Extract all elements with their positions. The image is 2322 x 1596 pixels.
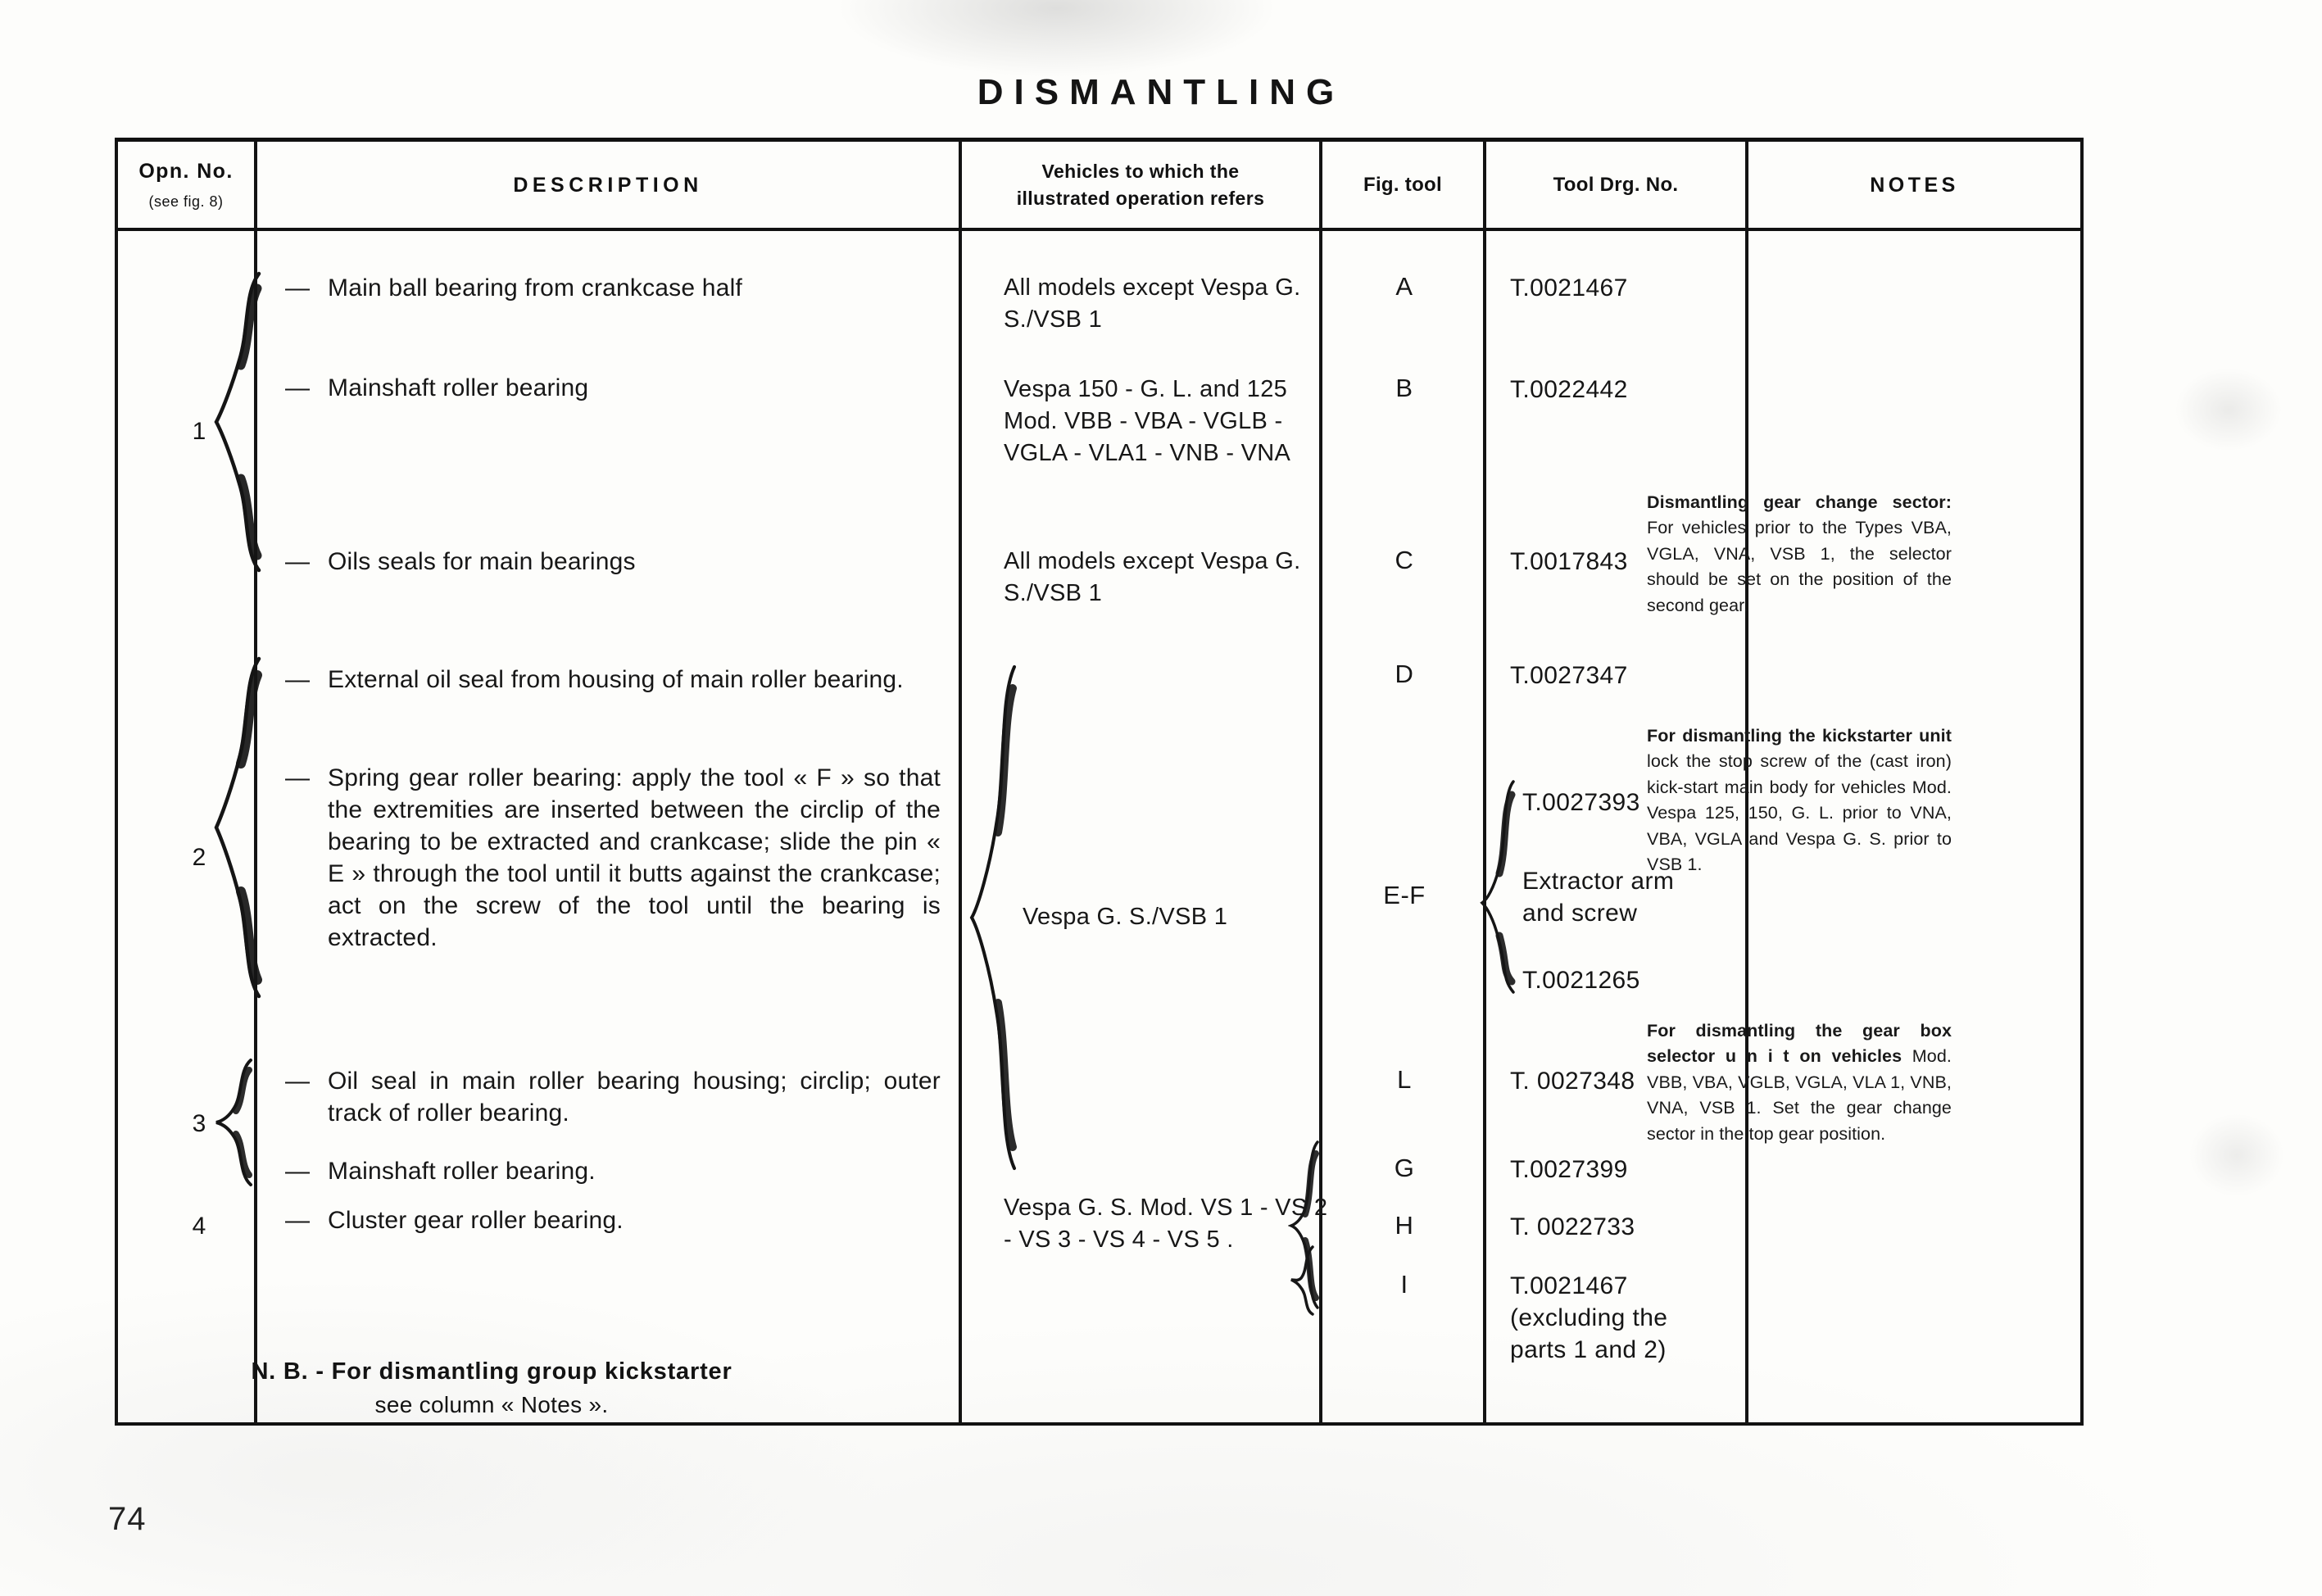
note-block-3 (1647, 1018, 1952, 1147)
fig-tool-row-5: E-F (1383, 881, 1426, 909)
brace-group-1-icon (211, 270, 269, 574)
note-1-bold: Dismantling gear change sector: (1647, 492, 1952, 512)
description-text: Mainshaft roller bearing. (328, 1158, 596, 1185)
brace-group-3-icon (211, 1057, 261, 1188)
list-dash: — (285, 374, 311, 401)
fig-tool-row-7: G (1394, 1154, 1415, 1182)
vehicles-row-5: Vespa G. S./VSB 1 (1023, 904, 1228, 930)
header-vehicles-line1: Vehicles to which the (1041, 161, 1240, 183)
opn-number-3: 3 (192, 1110, 206, 1137)
list-dash: — (285, 1068, 311, 1095)
note-2-text: lock the stop screw of the (cast iron) kick-start main body for vehicles Mod. Vespa 125, 150, G. L. prior to VNA, VBA, VGLA and Vespa G. S. prior to VSB 1. (1647, 751, 1952, 874)
header-tool-drg-no-label: Tool Drg. No. (1553, 174, 1679, 196)
nb-line-2: see column « Notes ». (374, 1392, 609, 1417)
header-vehicles-line2: illustrated operation refers (1016, 188, 1265, 209)
fig-tool-row-2: B (1395, 374, 1413, 402)
list-dash: — (285, 274, 311, 302)
fig-tool-row-4: D (1395, 660, 1414, 688)
vehicles-row-3: All models except Vespa G. S./VSB 1 (1004, 548, 1301, 607)
description-row-4 (285, 664, 941, 696)
note-block-2 (1647, 723, 1952, 877)
header-opn-no-label: Opn. No. (138, 160, 234, 183)
tool-drg-no-row-3: T.0017843 (1510, 548, 1628, 575)
description-text: Oil seal in main roller bearing housing; circlip; outer track of roller bearing. (328, 1068, 941, 1127)
column-border-right (2080, 141, 2084, 1424)
fig-tool-row-8: H (1395, 1211, 1414, 1240)
fig-tool-row-3: C (1395, 546, 1414, 574)
description-row-2 (285, 372, 826, 404)
fig-tool-row-9: I (1400, 1270, 1408, 1299)
brace-fig-i-icon (1288, 1244, 1321, 1317)
brace-tool-ef-icon (1479, 778, 1522, 995)
page-title: DISMANTLING (977, 72, 1345, 112)
column-border-desc-vehicles (959, 141, 962, 1424)
tool-drg-no-row-6: T. 0027348 (1510, 1068, 1635, 1095)
description-text: External oil seal from housing of main roller bearing. (328, 666, 904, 693)
header-vehicles (962, 144, 1319, 226)
header-notes (1748, 144, 2080, 226)
header-opn-no-sublabel: (see fig. 8) (148, 193, 224, 210)
header-separator (115, 228, 2084, 231)
header-tool-drg-no (1486, 144, 1745, 226)
description-text: Main ball bearing from crankcase half (328, 274, 742, 302)
vehicles-row-8: Vespa G. S. Mod. VS 1 - VS 2 - VS 3 - VS 4 - VS 5 . (1004, 1195, 1328, 1254)
brace-vehicles-gs-icon (965, 664, 1031, 1172)
opn-number-2: 2 (192, 844, 206, 871)
tool-drg-no-row-2: T.0022442 (1510, 376, 1628, 403)
vehicles-row-2: Vespa 150 - G. L. and 125 Mod. VBB - VBA - VGLB - VGLA - VLA1 - VNB - VNA (1004, 376, 1291, 467)
list-dash: — (285, 666, 311, 693)
header-fig-tool-label: Fig. tool (1363, 174, 1442, 196)
note-3-text: Mod. VBB, VBA, VGLB, VGLA, VLA 1, VNB, VNA, VSB 1. Set the gear change sector in the top gear position. (1647, 1046, 1952, 1144)
tool-drg-no-row-9: T.0021467 (excluding the parts 1 and 2) (1510, 1272, 1668, 1363)
note-block-1 (1647, 490, 1952, 619)
list-dash: — (285, 764, 311, 791)
note-2-bold: For dismantling the kickstarter unit (1647, 726, 1952, 746)
tool-drg-no-row-5-desc: Extractor arm and screw (1522, 868, 1675, 927)
opn-number-4: 4 (192, 1213, 206, 1240)
opn-number-1: 1 (192, 418, 206, 445)
list-dash: — (285, 548, 311, 575)
tool-drg-no-row-7: T.0027399 (1510, 1156, 1628, 1183)
fig-tool-row-1: A (1395, 272, 1413, 301)
nb-note (147, 1358, 836, 1418)
nb-line-1: N. B. - For dismantling group kickstarter (251, 1358, 732, 1385)
description-text: Oils seals for main bearings (328, 548, 636, 575)
note-1-text: For vehicles prior to the Types VBA, VGLA, VNA, VSB 1, the selector should be set on the position of the second gear. (1647, 518, 1952, 615)
brace-group-2-icon (211, 655, 269, 1000)
tool-drg-no-row-5-first: T.0027393 (1522, 789, 1640, 816)
tool-drg-no-row-5-second: T.0021265 (1522, 967, 1640, 994)
description-row-1 (285, 272, 826, 304)
tool-drg-no-row-1: T.0021467 (1510, 274, 1628, 302)
tool-drg-no-row-8: T. 0022733 (1510, 1213, 1635, 1240)
description-row-8 (285, 1204, 941, 1236)
fig-tool-row-6: L (1397, 1065, 1412, 1094)
header-fig-tool (1322, 144, 1483, 226)
description-text: Spring gear roller bearing: apply the tool « F » so that the extremities are inserted between the circlip of the bearing to be extracted and crankcase; slide the pin « E » through the tool until it butts against the crankcase; act on the screw of the tool until the bearing is extracted. (328, 764, 941, 951)
description-row-3 (285, 546, 826, 578)
table-bottom-border (115, 1422, 2084, 1426)
tool-drg-no-row-4: T.0027347 (1510, 662, 1628, 689)
description-row-5 (285, 762, 941, 954)
description-row-6 (285, 1065, 941, 1129)
table-top-border (115, 138, 2084, 142)
description-text: Cluster gear roller bearing. (328, 1207, 624, 1234)
description-text: Mainshaft roller bearing (328, 374, 589, 401)
header-opn-no (118, 144, 254, 226)
column-border-left (115, 141, 118, 1424)
description-row-7 (285, 1155, 941, 1187)
vehicles-row-1: All models except Vespa G. S./VSB 1 (1004, 274, 1301, 333)
list-dash: — (285, 1207, 311, 1234)
list-dash: — (285, 1158, 311, 1185)
page-number: 74 (108, 1501, 147, 1537)
header-notes-label: NOTES (1870, 173, 1959, 197)
note-3-bold: For dismantling the gear box selector u n i t on vehicles (1647, 1021, 1952, 1067)
header-description-label: DESCRIPTION (513, 173, 703, 197)
header-description (257, 144, 959, 226)
